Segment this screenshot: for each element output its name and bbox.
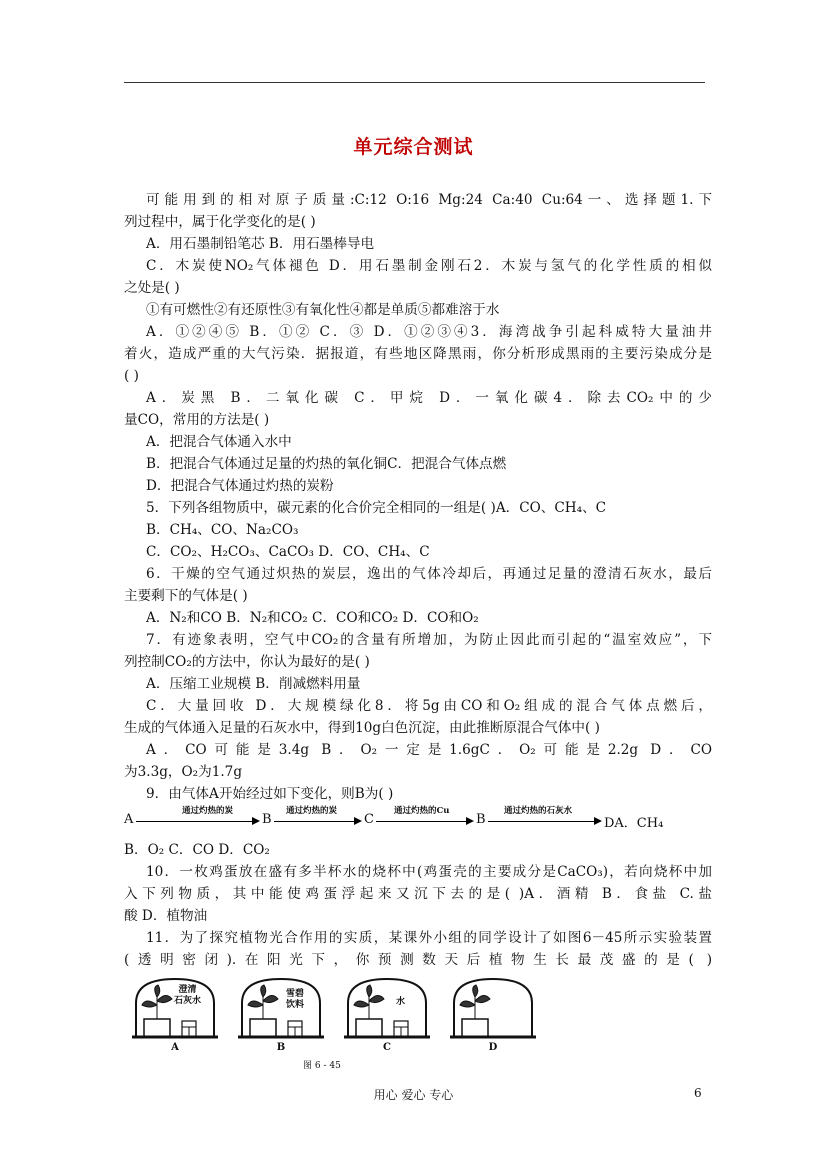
chain-node: B [476,812,486,827]
text-line: A．N₂和CO B．N₂和CO₂ C．CO和CO₂ D．CO和O₂ [146,610,479,626]
chain-arrow [274,821,356,822]
jar-d [448,975,538,1055]
text-line: C．大量回收 D．大规模绿化8．将5g由CO和O₂组成的混合气体点燃后， [146,698,712,714]
jar-label: 澄清 石灰水 [174,985,202,1006]
jar-a [130,975,220,1055]
chain-label: 通过灼热的石灰水 [504,806,573,816]
arrow-head-icon [354,817,362,825]
text-line: ( ) [124,368,139,384]
text-line: A．压缩工业规模 B．削减燃料用量 [146,676,361,692]
text-line: 酸 D．植物油 [124,908,208,924]
chain-arrow [488,821,596,822]
bell-jar-icon [342,975,432,1041]
chain-label: 通过灼热的Cu [394,806,450,816]
text-line: 量CO，常用的方法是( ) [124,412,270,428]
arrow-head-icon [466,817,474,825]
text-line: A．①②④⑤ B．①② C．③ D．①②③④3．海湾战争引起科威特大量油井 [146,324,712,340]
text-line: 着火，造成严重的大气污染．据报道，有些地区降黑雨，你分析形成黑雨的主要污染成分是 [124,346,712,362]
text-line: B．把混合气体通过足量的灼热的氧化铜C．把混合气体点燃 [146,456,507,472]
text-line: A．炭黑 B．二氧化碳 C．甲烷 D．一氧化碳4．除去CO₂中的少 [146,390,712,406]
text-line: A．CO可能是3.4g B．O₂一定是1.6gC．O₂可能是2.2g D．CO [146,742,712,758]
text-line: (透明密闭).在阳光下，你预测数天后植物生长最茂盛的是( ) [124,952,712,968]
chain-node: B [262,812,272,827]
text-line: D．把混合气体通过灼热的炭粉 [146,478,334,494]
chain-node: C [364,812,374,827]
page-title: 单元综合测试 [353,136,474,158]
page-number: 6 [694,1086,702,1100]
text-line: 入下列物质，其中能使鸡蛋浮起来又沉下去的是( )A．酒精 B．食盐 C.盐 [124,886,712,902]
text-line: A．把混合气体通入水中 [146,434,292,450]
chain-arrow [136,821,254,822]
header-rule [124,82,705,83]
arrow-head-icon [252,817,260,825]
jar-label: 雪碧 饮料 [286,989,305,1010]
text-line: C．CO₂、H₂CO₃、CaCO₃ D．CO、CH₄、C [146,544,430,560]
chain-node: A [124,812,134,827]
text-line: B．O₂ C．CO D．CO₂ [124,842,270,858]
figure-option-label: C [383,1042,391,1053]
text-line: ①有可燃性②有还原性③有氧化性④都是单质⑤都难溶于水 [146,302,500,318]
text-line: 列控制CO₂的方法中，你认为最好的是( ) [124,654,370,670]
text-line: A．用石墨制铅笔芯 B．用石墨棒导电 [146,236,375,252]
text-line: 6．干燥的空气通过炽热的炭层，逸出的气体冷却后，再通过足量的澄清石灰水，最后 [146,566,712,582]
text-line: 主要剩下的气体是( ) [124,588,248,604]
bell-jar-icon [448,975,538,1041]
text-line: 11．为了探究植物光合作用的实质，某课外小组的同学设计了如图6－45所示实验装置 [146,930,712,946]
figure-option-label: D [488,1042,498,1053]
jar-c [342,975,432,1055]
reaction-chain [124,804,684,834]
text-line: 9．由气体A开始经过如下变化，则B为( ) [146,786,394,802]
figure-caption: 图 6 - 45 [303,1061,341,1071]
text-line: 之处是( ) [124,280,180,296]
chain-label: 通过灼热的炭 [286,806,338,816]
chain-node: DA．CH₄ [604,816,664,831]
figure-option-label: B [276,1042,286,1053]
text-line: B．CH₄、CO、Na₂CO₃ [146,522,299,538]
arrow-head-icon [594,817,602,825]
text-line: C．木炭使NO₂气体褪色 D．用石墨制金刚石2．木炭与氢气的化学性质的相似 [146,258,712,274]
text-line: 生成的气体通入足量的石灰水中，得到10g白色沉淀，由此推断原混合气体中( ) [124,720,600,736]
jar-label: 水 [396,997,406,1007]
text-line: 为3.3g，O₂为1.7g [124,764,243,780]
text-line: 10．一枚鸡蛋放在盛有多半杯水的烧杯中(鸡蛋壳的主要成分是CaCO₃)，若向烧杯中加 [146,864,712,880]
text-line: 可能用到的相对原子质量:C:12 O:16 Mg:24 Ca:40 Cu:64一、选择题1.下 [146,192,712,208]
text-line: 列过程中，属于化学变化的是( ) [124,214,316,230]
chain-arrow [376,821,468,822]
text-line: 5．下列各组物质中，碳元素的化合价完全相同的一组是( )A．CO、CH₄、C [146,500,607,516]
bell-jar-icon [236,975,326,1041]
chain-label: 通过灼热的炭 [182,806,234,816]
footer-motto: 用心 爱心 专心 [373,1088,454,1102]
jar-b [236,975,326,1055]
text-line: 7．有迹象表明，空气中CO₂的含量有所增加，为防止因此而引起的“温室效应”，下 [146,632,712,648]
figure-option-label: A [171,1042,179,1053]
